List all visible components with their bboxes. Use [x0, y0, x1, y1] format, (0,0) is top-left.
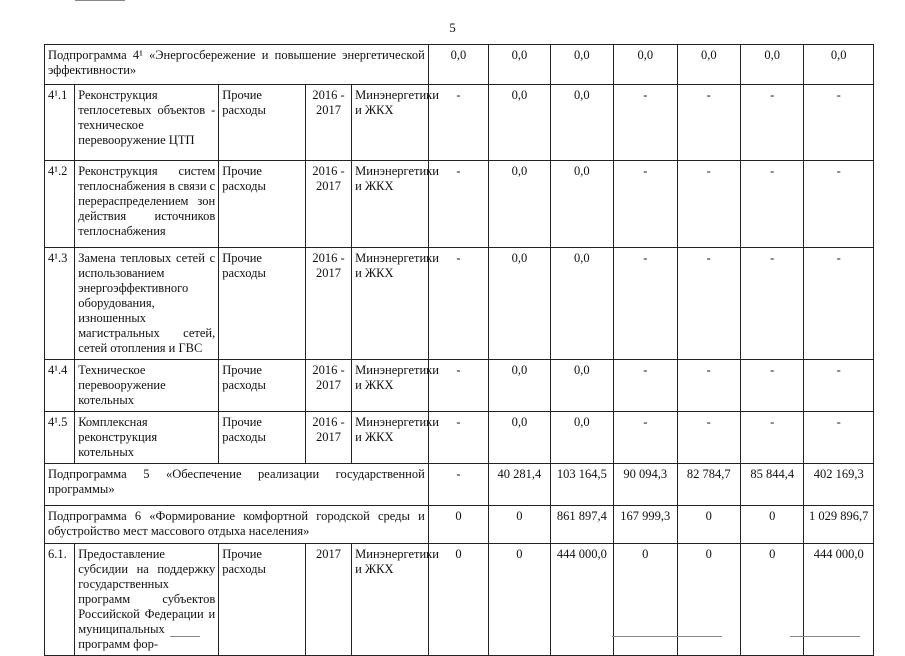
item-code-cell: 4¹.5: [45, 412, 75, 464]
table-body: [45, 45, 874, 656]
value-cell: -: [740, 161, 803, 248]
value-cell: 0,0: [550, 45, 613, 85]
value-cell: 0,0: [489, 161, 550, 248]
value-cell: -: [804, 248, 874, 360]
value-cell: -: [614, 360, 677, 412]
value-cell: 861 897,4: [550, 506, 613, 544]
value-cell: -: [428, 464, 488, 506]
value-cell: -: [677, 161, 740, 248]
program-row: [45, 464, 874, 506]
scan-artifact: [790, 636, 860, 637]
scan-artifact: [75, 0, 125, 1]
program-name-cell: Подпрограмма 6 «Формирование комфортной городской среды и обустройство мест массового отдыха населения»: [45, 506, 429, 544]
value-cell: -: [428, 412, 488, 464]
value-cell: 0,0: [804, 45, 874, 85]
scan-artifact: [612, 636, 722, 637]
value-cell: 444 000,0: [804, 544, 874, 656]
value-cell: 1 029 896,7: [804, 506, 874, 544]
value-cell: 0: [677, 506, 740, 544]
value-cell: 103 164,5: [550, 464, 613, 506]
item-row: [45, 85, 874, 161]
value-cell: 0: [489, 544, 550, 656]
years-cell: 2016 - 2017: [305, 412, 351, 464]
item-name-cell: Техническое перевооружение котельных: [75, 360, 219, 412]
value-cell: 0,0: [614, 45, 677, 85]
value-cell: 40 281,4: [489, 464, 550, 506]
value-cell: -: [614, 412, 677, 464]
value-cell: 82 784,7: [677, 464, 740, 506]
value-cell: 402 169,3: [804, 464, 874, 506]
value-cell: -: [428, 161, 488, 248]
item-name-cell: Реконструкция систем теплоснабжения в связи с перераспределением зон действия источников теплоснабжения: [75, 161, 219, 248]
item-name-cell: Реконструкция теплосетевых объектов - техническое перевооружение ЦТП: [75, 85, 219, 161]
value-cell: -: [804, 360, 874, 412]
item-code-cell: 4¹.4: [45, 360, 75, 412]
program-name-cell: Подпрограмма 5 «Обеспечение реализации государственной программы»: [45, 464, 429, 506]
expense-type-cell: Прочие расходы: [219, 360, 306, 412]
expense-type-cell: Прочие расходы: [219, 85, 306, 161]
years-cell: 2017: [305, 544, 351, 656]
value-cell: -: [428, 85, 488, 161]
executor-cell: Минэнергетики и ЖКХ: [352, 161, 429, 248]
item-name-cell: Предоставление субсидии на поддержку государственных программ субъектов Российской Федерации и муниципальных программ фор-: [75, 544, 219, 656]
value-cell: 0: [614, 544, 677, 656]
value-cell: 0,0: [489, 412, 550, 464]
value-cell: 85 844,4: [740, 464, 803, 506]
executor-cell: Минэнергетики и ЖКХ: [352, 360, 429, 412]
item-code-cell: 4¹.3: [45, 248, 75, 360]
program-name-cell: Подпрограмма 4¹ «Энергосбережение и повышение энергетической эффективности»: [45, 45, 429, 85]
value-cell: 0,0: [550, 248, 613, 360]
value-cell: -: [428, 248, 488, 360]
item-name-cell: Замена тепловых сетей с использованием энергоэффективного оборудования, изношенных магистральных сетей, сетей отопления и ГВС: [75, 248, 219, 360]
program-row: [45, 45, 874, 85]
executor-cell: Минэнергетики и ЖКХ: [352, 544, 429, 656]
executor-cell: Минэнергетики и ЖКХ: [352, 412, 429, 464]
item-row: [45, 360, 874, 412]
value-cell: 90 094,3: [614, 464, 677, 506]
value-cell: 0,0: [550, 360, 613, 412]
page-number: 5: [449, 20, 456, 35]
years-cell: 2016 - 2017: [305, 248, 351, 360]
item-code-cell: 4¹.1: [45, 85, 75, 161]
value-cell: -: [677, 85, 740, 161]
value-cell: 0,0: [550, 412, 613, 464]
years-cell: 2016 - 2017: [305, 161, 351, 248]
value-cell: 0,0: [489, 248, 550, 360]
value-cell: -: [677, 360, 740, 412]
value-cell: -: [614, 161, 677, 248]
value-cell: -: [677, 412, 740, 464]
value-cell: 0,0: [677, 45, 740, 85]
value-cell: -: [677, 248, 740, 360]
years-cell: 2016 - 2017: [305, 360, 351, 412]
expense-type-cell: Прочие расходы: [219, 412, 306, 464]
value-cell: -: [740, 85, 803, 161]
executor-cell: Минэнергетики и ЖКХ: [352, 85, 429, 161]
value-cell: -: [804, 412, 874, 464]
value-cell: 0,0: [489, 45, 550, 85]
value-cell: 0: [489, 506, 550, 544]
value-cell: 0,0: [489, 360, 550, 412]
item-row: [45, 248, 874, 360]
executor-cell: Минэнергетики и ЖКХ: [352, 248, 429, 360]
value-cell: 0: [677, 544, 740, 656]
value-cell: 167 999,3: [614, 506, 677, 544]
years-cell: 2016 - 2017: [305, 85, 351, 161]
item-code-cell: 4¹.2: [45, 161, 75, 248]
value-cell: 0: [428, 506, 488, 544]
value-cell: -: [428, 360, 488, 412]
scan-artifact: [170, 636, 200, 637]
value-cell: -: [614, 248, 677, 360]
item-name-cell: Комплексная реконструкция котельных: [75, 412, 219, 464]
value-cell: -: [614, 85, 677, 161]
value-cell: 444 000,0: [550, 544, 613, 656]
program-funding-table: [44, 44, 874, 656]
expense-type-cell: Прочие расходы: [219, 544, 306, 656]
item-row: [45, 544, 874, 656]
expense-type-cell: Прочие расходы: [219, 161, 306, 248]
value-cell: 0,0: [550, 161, 613, 248]
value-cell: 0: [740, 506, 803, 544]
value-cell: -: [804, 161, 874, 248]
value-cell: -: [740, 412, 803, 464]
value-cell: 0: [740, 544, 803, 656]
value-cell: 0,0: [428, 45, 488, 85]
value-cell: 0,0: [489, 85, 550, 161]
value-cell: -: [740, 360, 803, 412]
program-row: [45, 506, 874, 544]
item-code-cell: 6.1.: [45, 544, 75, 656]
value-cell: -: [804, 85, 874, 161]
value-cell: 0,0: [550, 85, 613, 161]
expense-type-cell: Прочие расходы: [219, 248, 306, 360]
item-row: [45, 412, 874, 464]
value-cell: -: [740, 248, 803, 360]
item-row: [45, 161, 874, 248]
value-cell: 0: [428, 544, 488, 656]
value-cell: 0,0: [740, 45, 803, 85]
